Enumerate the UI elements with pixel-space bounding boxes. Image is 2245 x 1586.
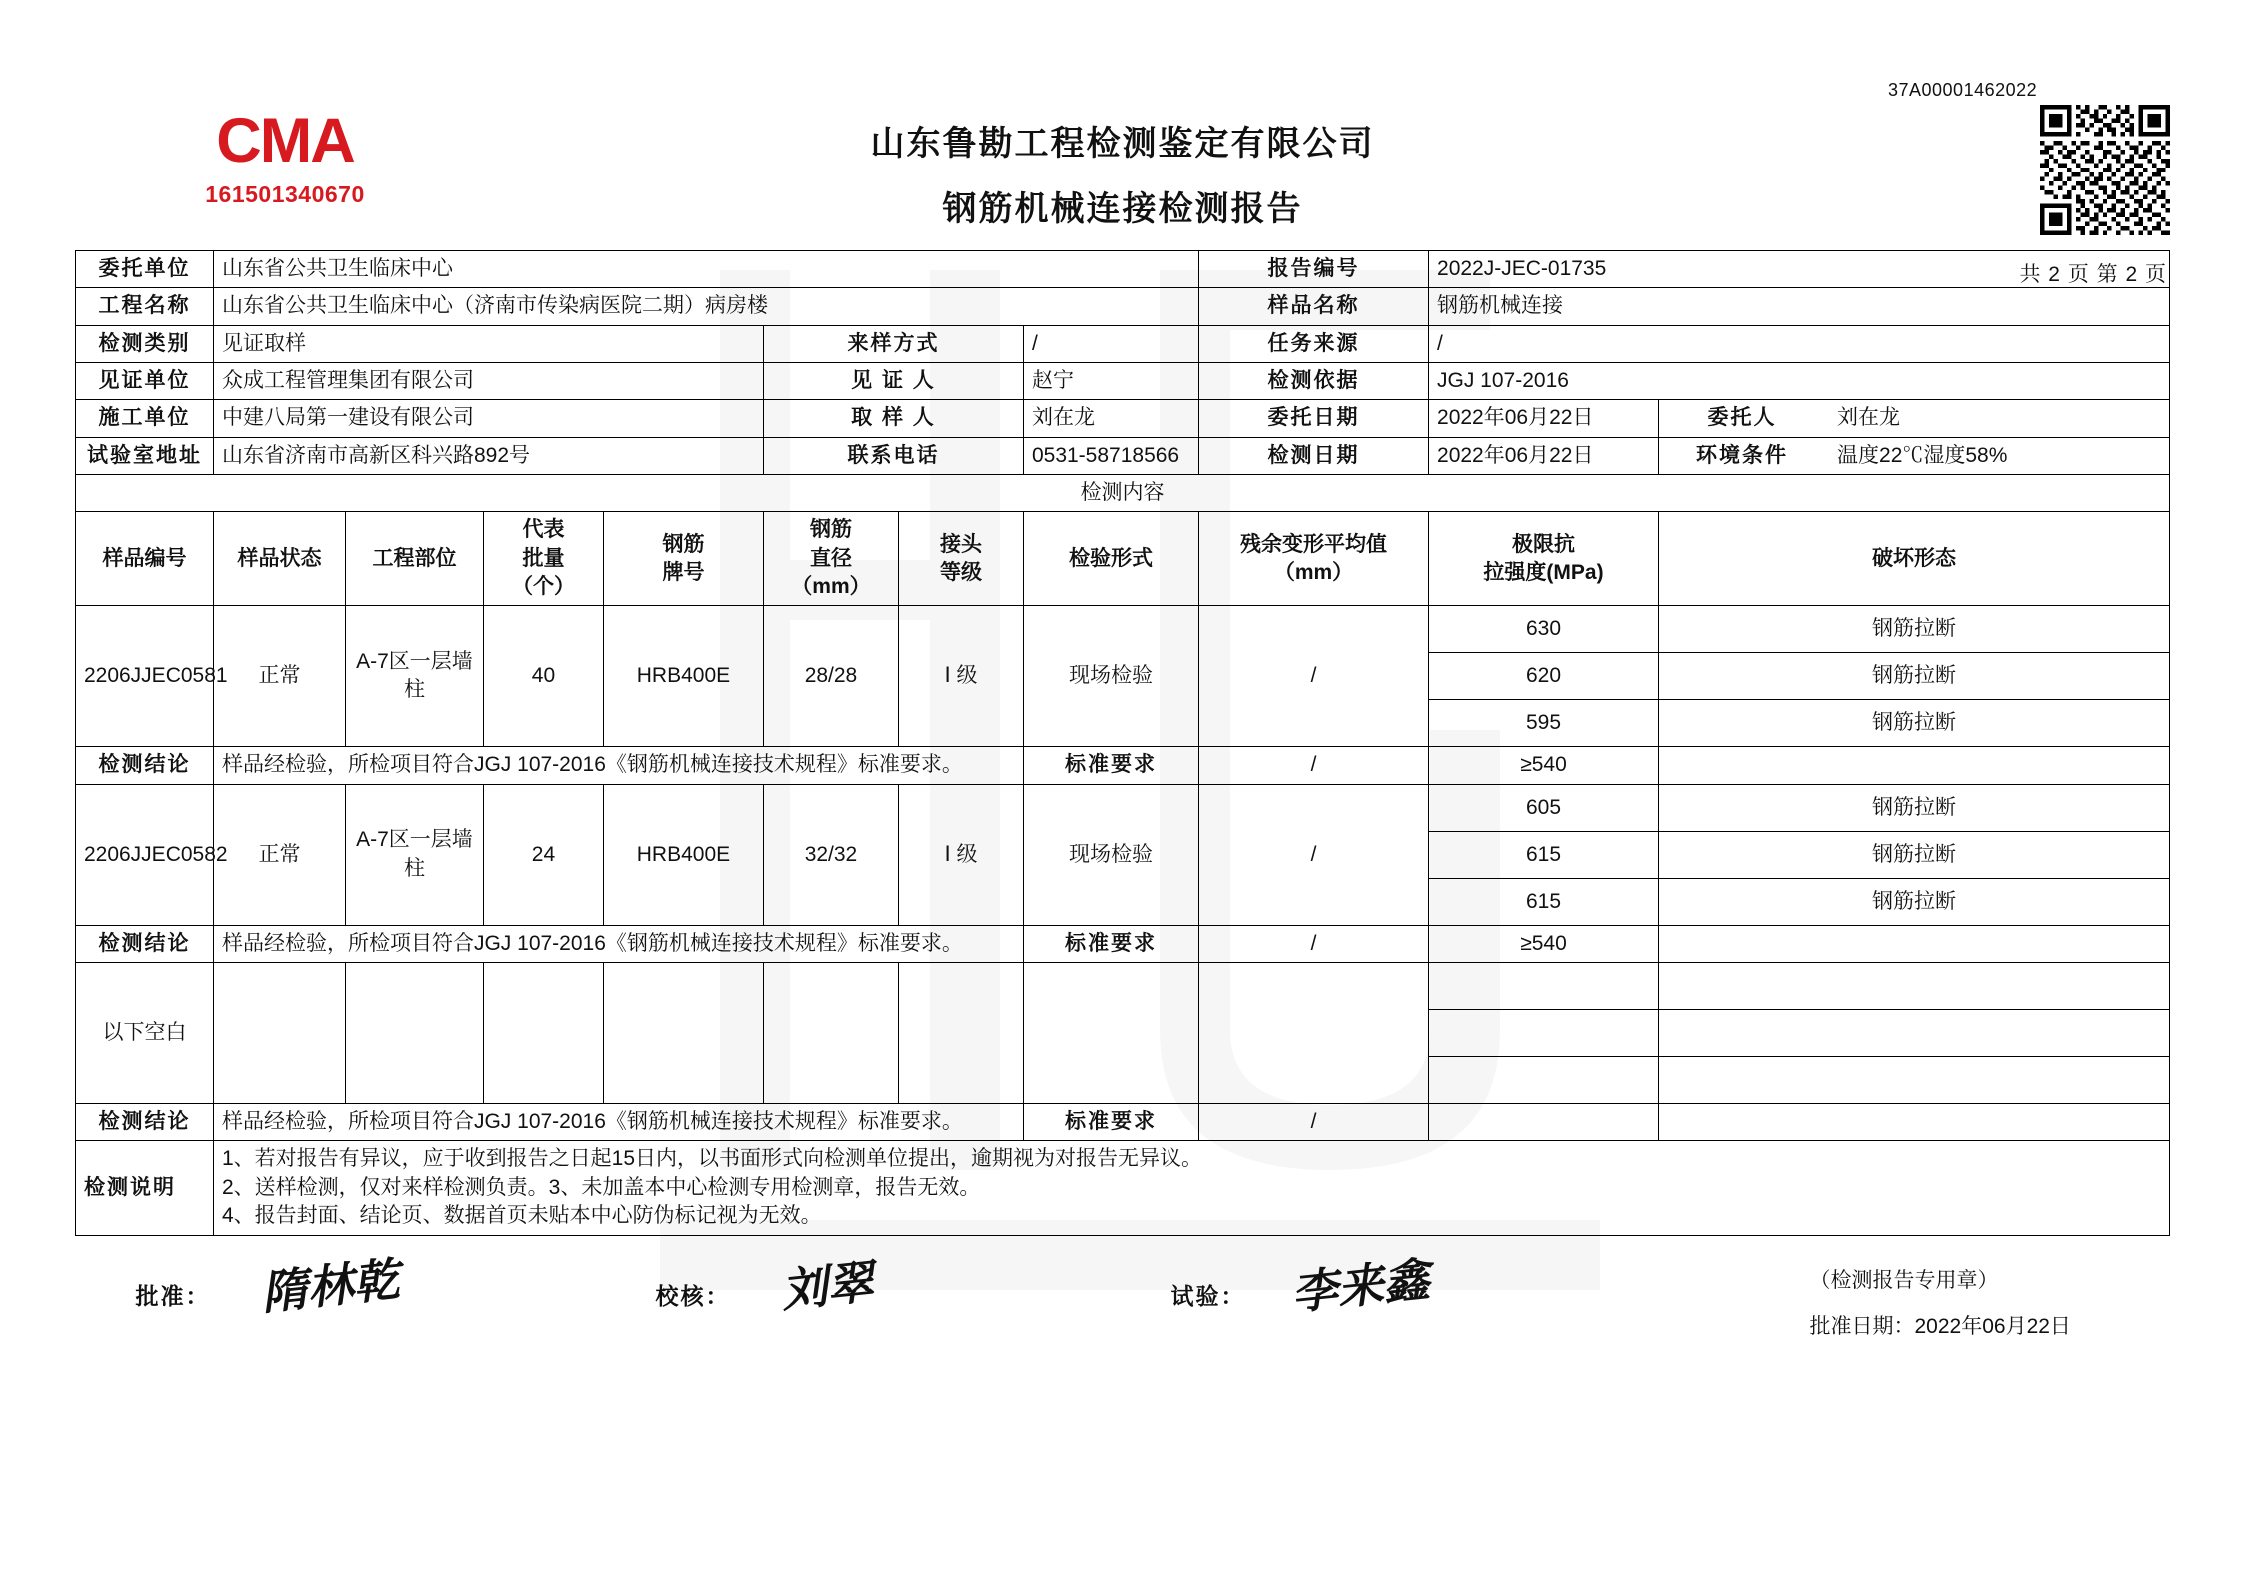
- test-type-value: 见证取样: [213, 325, 763, 362]
- company-name: 山东鲁勘工程检测鉴定有限公司: [870, 125, 1375, 163]
- project-value: 山东省公共卫生临床中心（济南市传染病医院二期）病房楼: [213, 288, 1198, 325]
- info-row-client: [75, 251, 2169, 288]
- stamp-note-block: [1810, 1264, 2170, 1340]
- col-joint-level: 接头 等级: [898, 512, 1023, 606]
- entruster-cell: [1659, 400, 2170, 437]
- col-sample-no: 样品编号: [75, 512, 213, 606]
- standard-failure: [1659, 747, 2170, 784]
- strength-value: 605: [1429, 784, 1659, 831]
- report-no-value: 2022J-JEC-01735: [1429, 251, 2170, 288]
- failure-mode: 钢筋拉断: [1659, 606, 2170, 653]
- col-strength: 极限抗 拉强度(MPa): [1429, 512, 1659, 606]
- failure-mode: 钢筋拉断: [1659, 653, 2170, 700]
- rebar-diameter: 28/28: [763, 606, 898, 747]
- rebar-grade: HRB400E: [603, 784, 763, 925]
- construction-label: 施工单位: [75, 400, 213, 437]
- barcode-area: [1880, 80, 2170, 235]
- standard-strength: [1429, 1104, 1659, 1141]
- batch-size: 24: [483, 784, 603, 925]
- stamp-note: （检测报告专用章）: [1809, 1268, 1999, 1292]
- residual-deformation: [1199, 963, 1429, 1104]
- rebar-diameter: 32/32: [763, 784, 898, 925]
- notes-line-3: 4、报告封面、结论页、数据首页未贴本中心防伪标记视为无效。: [221, 1204, 822, 1228]
- col-batch: 代表 批量 （个）: [483, 512, 603, 606]
- conclusion-row: [75, 925, 2169, 962]
- col-status: 样品状态: [213, 512, 345, 606]
- review-signature: 刘翠: [778, 1255, 876, 1317]
- strength-value: 630: [1429, 606, 1659, 653]
- residual-deformation: /: [1199, 784, 1429, 925]
- witness-person-label: 见 证 人: [763, 363, 1023, 400]
- joint-level: Ⅰ 级: [898, 784, 1023, 925]
- joint-level: [898, 963, 1023, 1104]
- phone-value: 0531-58718566: [1023, 437, 1198, 474]
- strength-value: [1429, 963, 1659, 1010]
- env-cell: [1659, 437, 2170, 474]
- standard-residual: /: [1199, 747, 1429, 784]
- basis-value: JGJ 107-2016: [1429, 363, 2170, 400]
- standard-residual: /: [1199, 1104, 1429, 1141]
- standard-residual: /: [1199, 925, 1429, 962]
- conclusion-label: 检测结论: [75, 1104, 213, 1141]
- report-table: [75, 250, 2170, 1236]
- table-row: [75, 963, 2169, 1010]
- sampling-value: /: [1023, 325, 1198, 362]
- conclusion-label: 检测结论: [75, 747, 213, 784]
- page-count: 共 2 页 第 2 页: [2019, 263, 2167, 286]
- rebar-diameter: [763, 963, 898, 1104]
- signature-footer: [76, 1236, 2170, 1366]
- col-position: 工程部位: [345, 512, 483, 606]
- strength-value: [1429, 1010, 1659, 1057]
- col-inspect-form: 检验形式: [1023, 512, 1198, 606]
- notes-row: [75, 1141, 2169, 1235]
- entrust-date-label: 委托日期: [1199, 400, 1429, 437]
- project-position: A-7区一层墙柱: [345, 606, 483, 747]
- standard-failure: [1659, 1104, 2170, 1141]
- inspect-form: [1023, 963, 1198, 1104]
- sample-status: 正常: [213, 784, 345, 925]
- standard-strength: ≥540: [1429, 747, 1659, 784]
- failure-mode: [1659, 1010, 2170, 1057]
- info-row-lab: [75, 437, 2169, 474]
- notes-line-2: 2、送样检测，仅对来样检测负责。3、未加盖本中心检测专用检测章，报告无效。: [221, 1175, 981, 1199]
- conclusion-label: 检测结论: [75, 925, 213, 962]
- col-diameter: 钢筋 直径 （mm）: [763, 512, 898, 606]
- col-grade: 钢筋 牌号: [603, 512, 763, 606]
- notes-line-1: 1、若对报告有异议，应于收到报告之日起15日内，以书面形式向检测单位提出，逾期视为对报告无异议。: [221, 1147, 1203, 1171]
- info-row-witness: [75, 363, 2169, 400]
- standard-label: 标准要求: [1023, 1104, 1198, 1141]
- col-failure-mode: 破坏形态: [1659, 512, 2170, 606]
- phone-label: 联系电话: [763, 437, 1023, 474]
- sample-name-value: 钢筋机械连接: [1429, 288, 2170, 325]
- info-row-project: [75, 288, 2169, 325]
- column-headers: [75, 512, 2169, 606]
- strength-value: 595: [1429, 700, 1659, 747]
- project-position: [345, 963, 483, 1104]
- env-label: 环境条件: [1696, 443, 1789, 467]
- batch-size: 40: [483, 606, 603, 747]
- entrust-date-value: 2022年06月22日: [1429, 400, 1659, 437]
- failure-mode: 钢筋拉断: [1659, 878, 2170, 925]
- strength-value: [1429, 1057, 1659, 1104]
- task-source-label: 任务来源: [1199, 325, 1429, 362]
- sample-no: 2206JJEC0582: [75, 784, 213, 925]
- project-position: A-7区一层墙柱: [345, 784, 483, 925]
- conclusion-text: 样品经检验，所检项目符合JGJ 107-2016《钢筋机械连接技术规程》标准要求。: [213, 925, 1023, 962]
- witness-person-value: 赵宁: [1023, 363, 1198, 400]
- env-value: 温度22℃湿度58%: [1837, 443, 2008, 467]
- failure-mode: 钢筋拉断: [1659, 831, 2170, 878]
- entruster-value: 刘在龙: [1837, 406, 1901, 430]
- sample-no: 2206JJEC0581: [75, 606, 213, 747]
- failure-mode: [1659, 963, 2170, 1010]
- lab-address-value: 山东省济南市高新区科兴路892号: [213, 437, 763, 474]
- content-title-row: [75, 475, 2169, 512]
- failure-mode: 钢筋拉断: [1659, 700, 2170, 747]
- client-value: 山东省公共卫生临床中心: [213, 251, 1198, 288]
- approve-signature: 隋林乾: [258, 1253, 402, 1319]
- info-row-testtype: [75, 325, 2169, 362]
- notes-label: 检测说明: [75, 1141, 213, 1235]
- barcode-number: 37A00001462022: [1888, 80, 2038, 100]
- cma-number: 161501340670: [205, 181, 365, 207]
- sampler-label: 取 样 人: [763, 400, 1023, 437]
- strength-value: 615: [1429, 831, 1659, 878]
- report-no-label: 报告编号: [1199, 251, 1429, 288]
- inspect-form: 现场检验: [1023, 606, 1198, 747]
- test-label: 试验：: [1170, 1282, 1246, 1309]
- construction-value: 中建八局第一建设有限公司: [213, 400, 763, 437]
- standard-strength: ≥540: [1429, 925, 1659, 962]
- strength-value: 615: [1429, 878, 1659, 925]
- standard-failure: [1659, 925, 2170, 962]
- test-date-value: 2022年06月22日: [1429, 437, 1659, 474]
- inspect-form: 现场检验: [1023, 784, 1198, 925]
- lab-address-label: 试验室地址: [75, 437, 213, 474]
- batch-size: [483, 963, 603, 1104]
- test-type-label: 检测类别: [75, 325, 213, 362]
- sampling-label: 来样方式: [763, 325, 1023, 362]
- witness-unit-value: 众成工程管理集团有限公司: [213, 363, 763, 400]
- standard-label: 标准要求: [1023, 747, 1198, 784]
- conclusion-row: [75, 1104, 2169, 1141]
- approve-date: 批准日期：2022年06月22日: [1809, 1314, 2071, 1338]
- rebar-grade: [603, 963, 763, 1104]
- client-label: 委托单位: [75, 251, 213, 288]
- project-label: 工程名称: [75, 288, 213, 325]
- approve-label: 批准：: [135, 1282, 211, 1309]
- content-title: 检测内容: [75, 475, 2169, 512]
- sample-name-label: 样品名称: [1199, 288, 1429, 325]
- sample-status: 正常: [213, 606, 345, 747]
- strength-value: 620: [1429, 653, 1659, 700]
- test-date-label: 检测日期: [1199, 437, 1429, 474]
- standard-label: 标准要求: [1023, 925, 1198, 962]
- conclusion-text: 样品经检验，所检项目符合JGJ 107-2016《钢筋机械连接技术规程》标准要求。: [213, 1104, 1023, 1141]
- residual-deformation: /: [1199, 606, 1429, 747]
- witness-unit-label: 见证单位: [75, 363, 213, 400]
- conclusion-row: [75, 747, 2169, 784]
- table-row: [75, 784, 2169, 831]
- info-row-construction: [75, 400, 2169, 437]
- conclusion-text: 样品经检验，所检项目符合JGJ 107-2016《钢筋机械连接技术规程》标准要求。: [213, 747, 1023, 784]
- failure-mode: [1659, 1057, 2170, 1104]
- review-label: 校核：: [655, 1282, 731, 1309]
- table-row: [75, 606, 2169, 653]
- col-residual: 残余变形平均值 （mm）: [1199, 512, 1429, 606]
- blank-marker: 以下空白: [75, 963, 213, 1104]
- page-title: 钢筋机械连接检测报告: [942, 190, 1303, 228]
- joint-level: Ⅰ 级: [898, 606, 1023, 747]
- task-source-value: /: [1429, 325, 2170, 362]
- failure-mode: 钢筋拉断: [1659, 784, 2170, 831]
- entruster-label: 委托人: [1707, 406, 1777, 430]
- notes-body: [213, 1141, 2169, 1235]
- rebar-grade: HRB400E: [603, 606, 763, 747]
- sampler-value: 刘在龙: [1023, 400, 1198, 437]
- sample-status: [213, 963, 345, 1104]
- test-signature: 李来鑫: [1288, 1253, 1432, 1319]
- qr-code-icon: [2040, 105, 2170, 235]
- basis-label: 检测依据: [1199, 363, 1429, 400]
- cma-mark-icon: CMA: [216, 106, 354, 176]
